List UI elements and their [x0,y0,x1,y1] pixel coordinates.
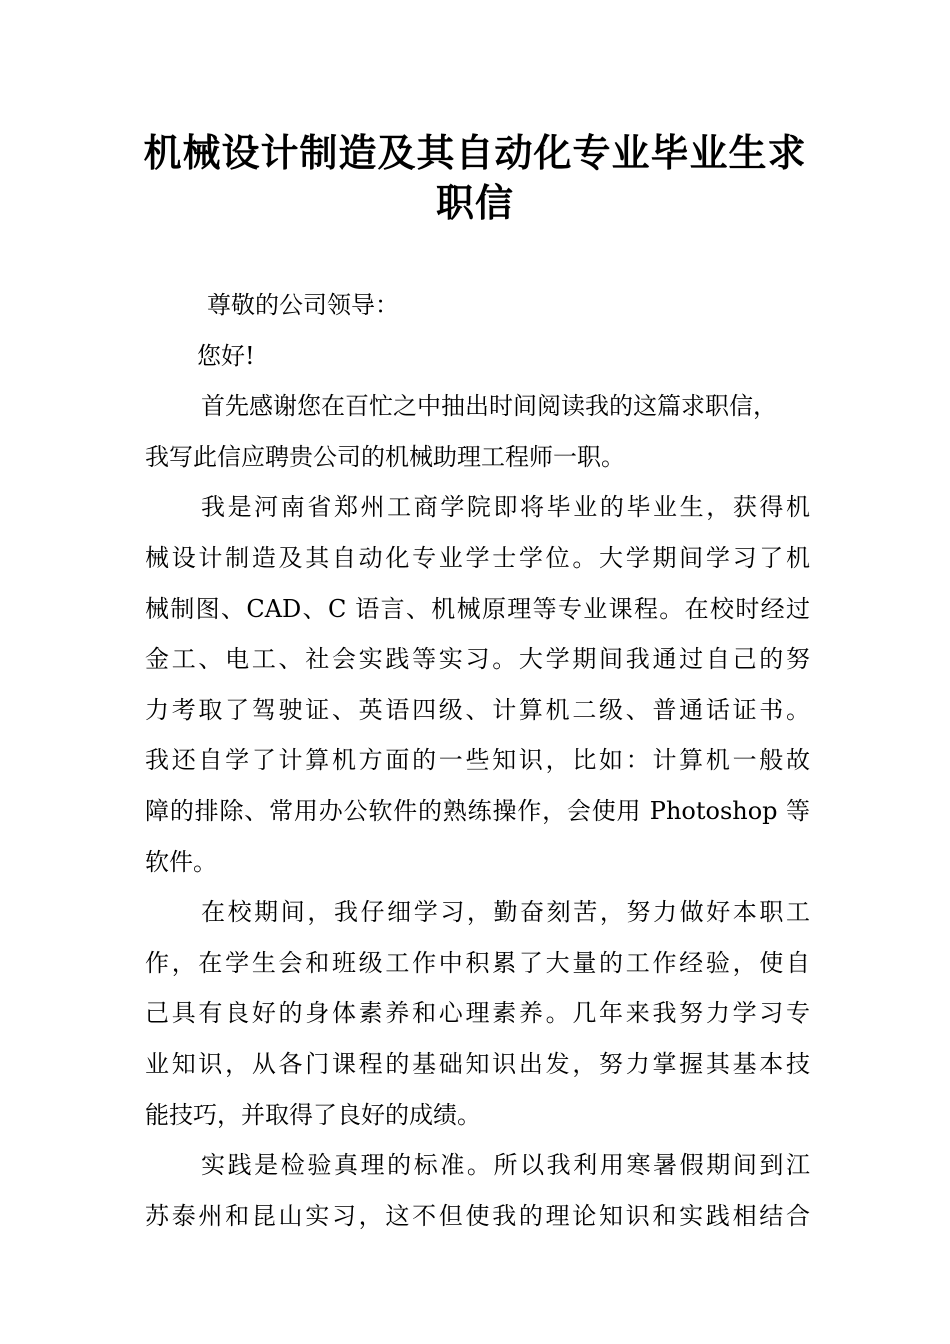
paragraph-2-line-2: 械设计制造及其自动化专业学士学位。大学期间学习了机 [145,543,810,572]
paragraph-2-line-4: 金工、电工、社会实践等实习。大学期间我通过自己的努 [145,645,810,674]
document-title-line-2: 职信 [435,181,514,225]
paragraph-2-line-3: 械制图、CAD、C 语言、机械原理等专业课程。在校时经过 [145,594,810,623]
paragraph-4-line-1: 实践是检验真理的标准。所以我利用寒暑假期间到江 [201,1151,810,1180]
greeting: 您好! [197,341,255,370]
paragraph-2-line-7: 障的排除、常用办公软件的熟练操作，会使用 Photoshop 等 [145,796,810,825]
paragraph-4-line-2: 苏泰州和昆山实习，这不但使我的理论知识和实践相结合 [145,1201,810,1230]
paragraph-3-line-4: 业知识，从各门课程的基础知识出发，努力掌握其基本技 [145,1049,810,1078]
paragraph-1-line-2: 我写此信应聘贵公司的机械助理工程师一职。 [145,442,625,471]
paragraph-1-line-1: 首先感谢您在百忙之中抽出时间阅读我的这篇求职信， [201,392,777,421]
paragraph-3-line-3: 己具有良好的身体素养和心理素养。几年来我努力学习专 [145,999,810,1028]
paragraph-2-line-5: 力考取了驾驶证、英语四级、计算机二级、普通话证书。 [145,695,810,724]
paragraph-3-line-1: 在校期间，我仔细学习，勤奋刻苦，努力做好本职工 [201,898,810,927]
letter-body [145,280,810,1241]
document-title-line-1: 机械设计制造及其自动化专业毕业生求 [143,131,807,175]
paragraph-2-line-6: 我还自学了计算机方面的一些知识，比如：计算机一般故 [145,746,810,775]
paragraph-3-line-5: 能技巧，并取得了良好的成绩。 [145,1100,481,1129]
paragraph-2-line-8: 软件。 [145,847,217,876]
paragraph-3-line-2: 作，在学生会和班级工作中积累了大量的工作经验，使自 [145,948,810,977]
salutation: 尊敬的公司领导： [207,291,399,319]
paragraph-2-line-1: 我是河南省郑州工商学院即将毕业的毕业生，获得机 [201,493,810,522]
